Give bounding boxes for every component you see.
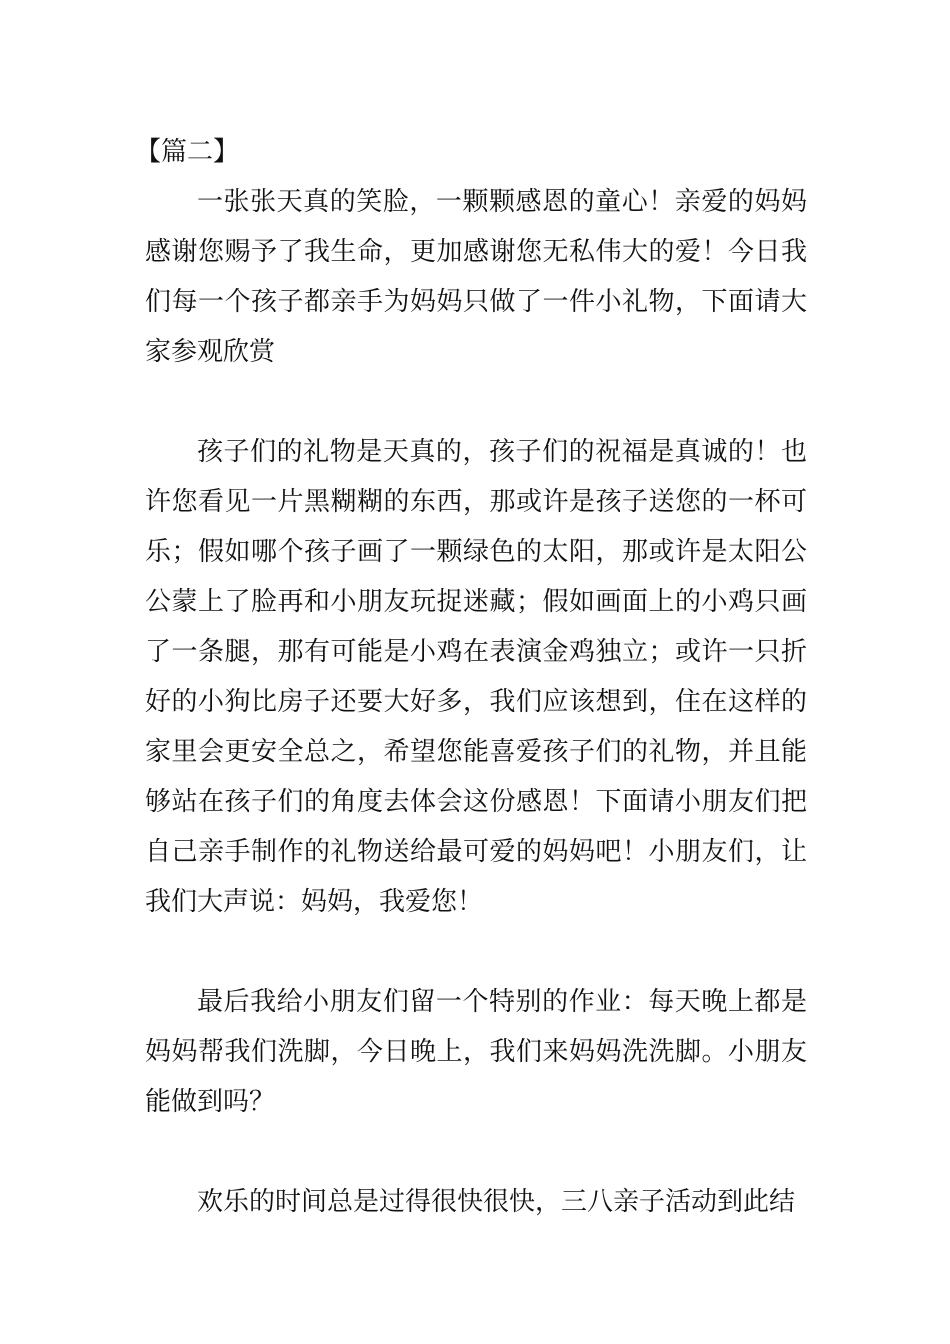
paragraph-spacer (145, 927, 807, 977)
paragraph-3: 最后我给小朋友们留一个特别的作业：每天晚上都是妈妈帮我们洗脚，今日晚上，我们来妈妈洗洗脚。小朋友能做到吗？ (145, 987, 807, 1117)
document-body (135, 127, 807, 1227)
paragraph-4: 欢乐的时间总是过得很快很快，三八亲子活动到此结 (197, 1187, 796, 1217)
section-heading: 【篇二】 (135, 137, 240, 167)
paragraph-spacer (145, 1127, 807, 1177)
paragraph-1: 一张张天真的笑脸，一颗颗感恩的童心！亲爱的妈妈感谢您赐予了我生命，更加感谢您无私伟大的爱！今日我们每一个孩子都亲手为妈妈只做了一件小礼物，下面请大家参观欣赏 (145, 187, 807, 367)
paragraph-2: 孩子们的礼物是天真的，孩子们的祝福是真诚的！也许您看见一片黑糊糊的东西，那或许是孩子送您的一杯可乐；假如哪个孩子画了一颗绿色的太阳，那或许是太阳公公蒙上了脸再和小朋友玩捉迷藏；假如画面上的小鸡只画了一条腿，那有可能是小鸡在表演金鸡独立；或许一只折好的小狗比房子还要大好多，我们应该想到，住在这样的家里会更安全总之，希望您能喜爱孩子们的礼物，并且能够站在孩子们的角度去体会这份感恩！下面请小朋友们把自己亲手制作的礼物送给最可爱的妈妈吧！小朋友们，让我们大声说：妈妈，我爱您！ (145, 437, 807, 917)
paragraph-spacer (145, 377, 807, 427)
